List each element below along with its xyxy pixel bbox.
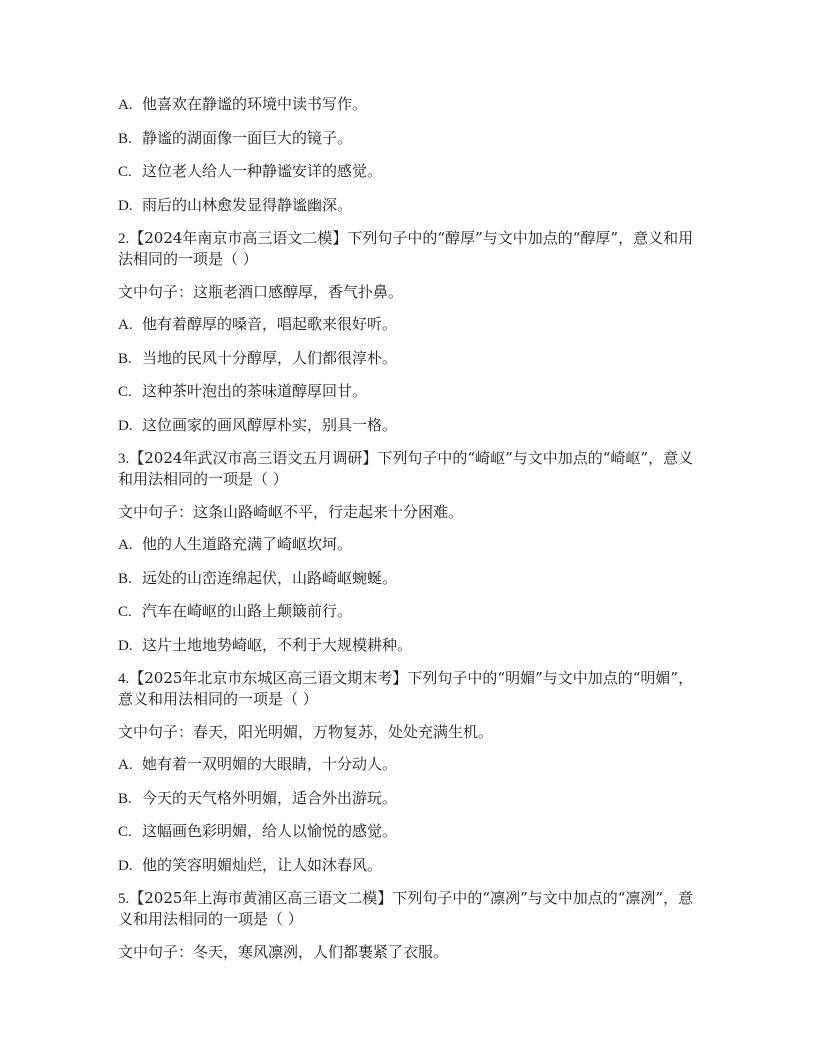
option-letter: A. <box>118 97 133 113</box>
option-c <box>118 821 698 842</box>
option-letter: B. <box>118 790 132 807</box>
option-d <box>118 635 698 656</box>
document-page <box>118 94 698 974</box>
question-text: 【2025年上海市黄浦区高三语文二模】下列句子中的“凛冽”与文中加点的“凛冽”，意义和用法相同的一项是（ ） <box>118 889 694 928</box>
option-text: 当地的民风十分醇厚，人们都很淳朴。 <box>142 348 398 367</box>
option-letter: D. <box>118 197 133 214</box>
option-text: 这种茶叶泡出的茶味道醇厚回甘。 <box>142 382 368 400</box>
option-text: 她有着一双明媚的大眼睛，十分动人。 <box>142 755 398 773</box>
question-text: 【2024年武汉市高三语文五月调研】下列句子中的“崎岖”与文中加点的“崎岖”，意义和用法相同的一项是（ ） <box>118 449 694 488</box>
option-letter: D. <box>118 857 133 874</box>
option-c <box>118 601 698 622</box>
option-a <box>118 94 698 115</box>
question-2-sentence: 文中句子：这瓶老酒口感醇厚，香气扑鼻。 <box>118 282 404 301</box>
question-2-stem <box>118 228 698 269</box>
option-text: 这位画家的画风醇厚朴实，别具一格。 <box>142 415 398 434</box>
option-d <box>118 415 698 436</box>
option-letter: C. <box>118 604 132 620</box>
option-c <box>118 161 698 182</box>
option-text: 他的人生道路充满了崎岖坎坷。 <box>142 535 353 553</box>
option-text: 汽车在崎岖的山路上颠簸前行。 <box>142 602 353 620</box>
question-5-sentence: 文中句子：冬天，寒风凛冽，人们都裹紧了衣服。 <box>118 942 449 961</box>
question-text: 【2024年南京市高三语文二模】下列句子中的“醇厚”与文中加点的“醇厚”，意义和用法相同的一项是（ ） <box>118 229 694 268</box>
option-text: 他有着醇厚的嗓音，唱起歌来很好听。 <box>142 315 398 333</box>
option-a <box>118 534 698 555</box>
question-4-sentence: 文中句子：春天，阳光明媚，万物复苏，处处充满生机。 <box>118 722 494 741</box>
option-letter: B. <box>118 570 132 587</box>
option-letter: A. <box>118 757 133 773</box>
option-d <box>118 855 698 876</box>
option-letter: C. <box>118 384 132 400</box>
option-letter: A. <box>118 317 133 333</box>
option-b <box>118 348 698 369</box>
option-text: 这片土地地势崎岖，不利于大规模耕种。 <box>142 635 413 654</box>
question-number: 2. <box>118 231 130 247</box>
option-b <box>118 788 698 809</box>
option-b <box>118 128 698 149</box>
option-text: 他喜欢在静谧的环境中读书写作。 <box>142 95 368 113</box>
option-text: 雨后的山林愈发显得静谧幽深。 <box>142 195 353 214</box>
question-4-stem <box>118 668 698 709</box>
option-letter: C. <box>118 824 132 840</box>
question-number: 3. <box>118 451 130 467</box>
option-letter: A. <box>118 537 133 553</box>
question-3-sentence: 文中句子：这条山路崎岖不平，行走起来十分困难。 <box>118 502 464 521</box>
option-letter: B. <box>118 130 132 147</box>
option-letter: B. <box>118 350 132 367</box>
question-5-stem <box>118 888 698 929</box>
option-letter: D. <box>118 637 133 654</box>
question-text: 【2025年北京市东城区高三语文期末考】下列句子中的“明媚”与文中加点的“明媚”，意义和用法相同的一项是（ ） <box>118 669 694 708</box>
option-letter: C. <box>118 164 132 180</box>
option-text: 他的笑容明媚灿烂，让人如沐春风。 <box>142 855 383 874</box>
option-c <box>118 381 698 402</box>
option-b <box>118 568 698 589</box>
option-text: 远处的山峦连绵起伏，山路崎岖蜿蜒。 <box>142 568 398 587</box>
option-text: 这位老人给人一种静谧安详的感觉。 <box>142 162 383 180</box>
question-number: 4. <box>118 671 130 687</box>
option-text: 这幅画色彩明媚，给人以愉悦的感觉。 <box>142 822 398 840</box>
option-text: 今天的天气格外明媚，适合外出游玩。 <box>142 788 398 807</box>
question-number: 5. <box>118 891 130 907</box>
option-text: 静谧的湖面像一面巨大的镜子。 <box>142 128 353 147</box>
option-a <box>118 314 698 335</box>
option-d <box>118 195 698 216</box>
option-a <box>118 754 698 775</box>
option-letter: D. <box>118 417 133 434</box>
question-3-stem <box>118 448 698 489</box>
